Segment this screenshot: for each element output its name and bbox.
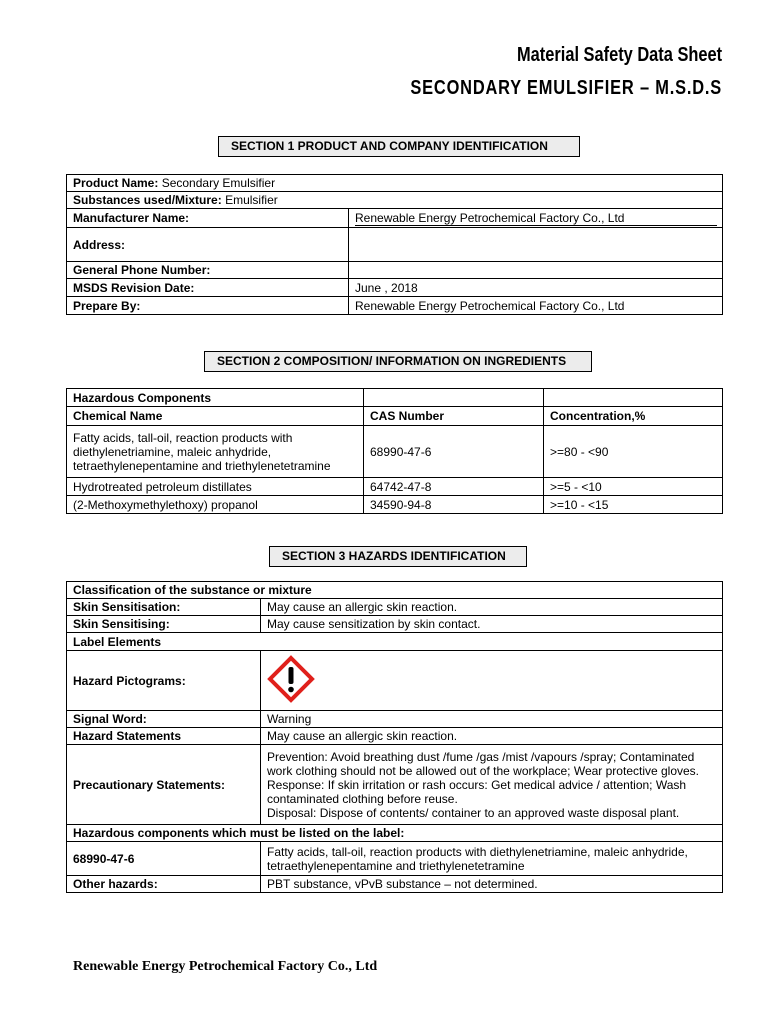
manufacturer-value: Renewable Energy Petrochemical Factory Co., Ltd — [355, 211, 717, 226]
table-row — [67, 842, 723, 876]
section3-heading: SECTION 3 HAZARDS IDENTIFICATION — [269, 546, 527, 567]
col-concentration: Concentration,% — [544, 407, 723, 426]
footer-company: Renewable Energy Petrochemical Factory Co., Ltd — [73, 959, 378, 974]
prepare-value: Renewable Energy Petrochemical Factory Co., Ltd — [349, 297, 723, 315]
other-hazards-value: PBT substance, vPvB substance – not determined. — [261, 876, 723, 893]
table-row — [67, 262, 723, 279]
product-name-label: Product Name: — [73, 176, 159, 190]
signal-word-label: Signal Word: — [67, 711, 261, 728]
table-row — [67, 279, 723, 297]
skin-sensitisation-label: Skin Sensitisation: — [67, 599, 261, 616]
table-row — [67, 426, 723, 478]
classification-label: Classification of the substance or mixture — [67, 582, 723, 599]
prepare-label: Prepare By: — [67, 297, 349, 315]
revision-label: MSDS Revision Date: — [67, 279, 349, 297]
precautionary-disposal: Disposal: Dispose of contents/ container to an approved waste disposal plant. — [267, 805, 680, 820]
label-components-label: Hazardous components which must be listed on the label: — [67, 825, 723, 842]
label-elements-label: Label Elements — [67, 633, 723, 651]
table-row — [67, 297, 723, 315]
section1-table — [66, 174, 723, 315]
hazard-statements-label: Hazard Statements — [67, 728, 261, 745]
label-cas-value: Fatty acids, tall-oil, reaction products with diethylenetriamine, maleic anhydride, tetraethylenepentamine and triethylenetetramine — [261, 842, 723, 876]
phone-label: General Phone Number: — [67, 262, 349, 279]
chemical-name-cell: (2-Methoxymethylethoxy) propanol — [67, 496, 364, 514]
precautionary-prevention: Prevention: Avoid breathing dust /fume /gas /mist /vapours /spray; Contaminated work clothing should not be allowed out of the workplace; Wear protective gloves. — [267, 749, 700, 778]
conc-cell: >=5 - <10 — [544, 478, 723, 496]
section1-heading: SECTION 1 PRODUCT AND COMPANY IDENTIFICATION — [218, 136, 580, 157]
table-row — [67, 175, 723, 192]
exclamation-pictogram-icon — [267, 655, 315, 703]
hazardous-components-label: Hazardous Components — [67, 389, 364, 407]
table-row — [67, 192, 723, 209]
table-row — [67, 745, 723, 825]
table-row — [67, 616, 723, 633]
table-row — [67, 389, 723, 407]
substances-label: Substances used/Mixture: — [73, 193, 222, 207]
col-chemical-name: Chemical Name — [67, 407, 364, 426]
precautionary-response: Response: If skin irritation or rash occurs: Get medical advice / attention; Wash contaminated clothing before reuse. — [267, 777, 687, 806]
chemical-name-cell: Fatty acids, tall-oil, reaction products with diethylenetriamine, maleic anhydride, tetraethylenepentamine and triethylenetetramine — [67, 426, 364, 478]
cas-cell: 68990-47-6 — [364, 426, 544, 478]
col-cas-number: CAS Number — [364, 407, 544, 426]
table-row — [67, 711, 723, 728]
table-row — [67, 407, 723, 426]
document-title: Material Safety Data Sheet — [516, 44, 722, 66]
table-row — [67, 633, 723, 651]
skin-sensitising-value: May cause sensitization by skin contact. — [261, 616, 723, 633]
substances-value: Emulsifier — [225, 193, 278, 207]
table-row — [67, 651, 723, 711]
label-cas: 68990-47-6 — [67, 842, 261, 876]
cas-cell: 64742-47-8 — [364, 478, 544, 496]
table-row — [67, 228, 723, 262]
table-row — [67, 876, 723, 893]
section3-table — [66, 581, 723, 893]
table-row — [67, 478, 723, 496]
product-name-value: Secondary Emulsifier — [161, 176, 276, 190]
table-row — [67, 209, 723, 228]
section2-table — [66, 388, 723, 514]
table-row — [67, 599, 723, 616]
table-row — [67, 825, 723, 842]
cas-cell: 34590-94-8 — [364, 496, 544, 514]
conc-cell: >=80 - <90 — [544, 426, 723, 478]
document-subtitle: SECONDARY EMULSIFIER – M.S.D.S — [410, 77, 722, 99]
table-row — [67, 728, 723, 745]
skin-sensitising-label: Skin Sensitising: — [67, 616, 261, 633]
precautionary-label: Precautionary Statements: — [67, 745, 261, 825]
signal-word-value: Warning — [261, 711, 723, 728]
other-hazards-label: Other hazards: — [67, 876, 261, 893]
chemical-name-cell: Hydrotreated petroleum distillates — [67, 478, 364, 496]
section2-heading: SECTION 2 COMPOSITION/ INFORMATION ON INGREDIENTS — [204, 351, 592, 372]
address-label: Address: — [67, 228, 349, 262]
pictograms-label: Hazard Pictograms: — [67, 651, 261, 711]
phone-value — [349, 262, 723, 279]
revision-value: June , 2018 — [349, 279, 723, 297]
address-value — [349, 228, 723, 262]
hazard-statements-value: May cause an allergic skin reaction. — [261, 728, 723, 745]
table-row — [67, 582, 723, 599]
manufacturer-label: Manufacturer Name: — [67, 209, 349, 228]
skin-sensitisation-value: May cause an allergic skin reaction. — [261, 599, 723, 616]
conc-cell: >=10 - <15 — [544, 496, 723, 514]
table-row — [67, 496, 723, 514]
